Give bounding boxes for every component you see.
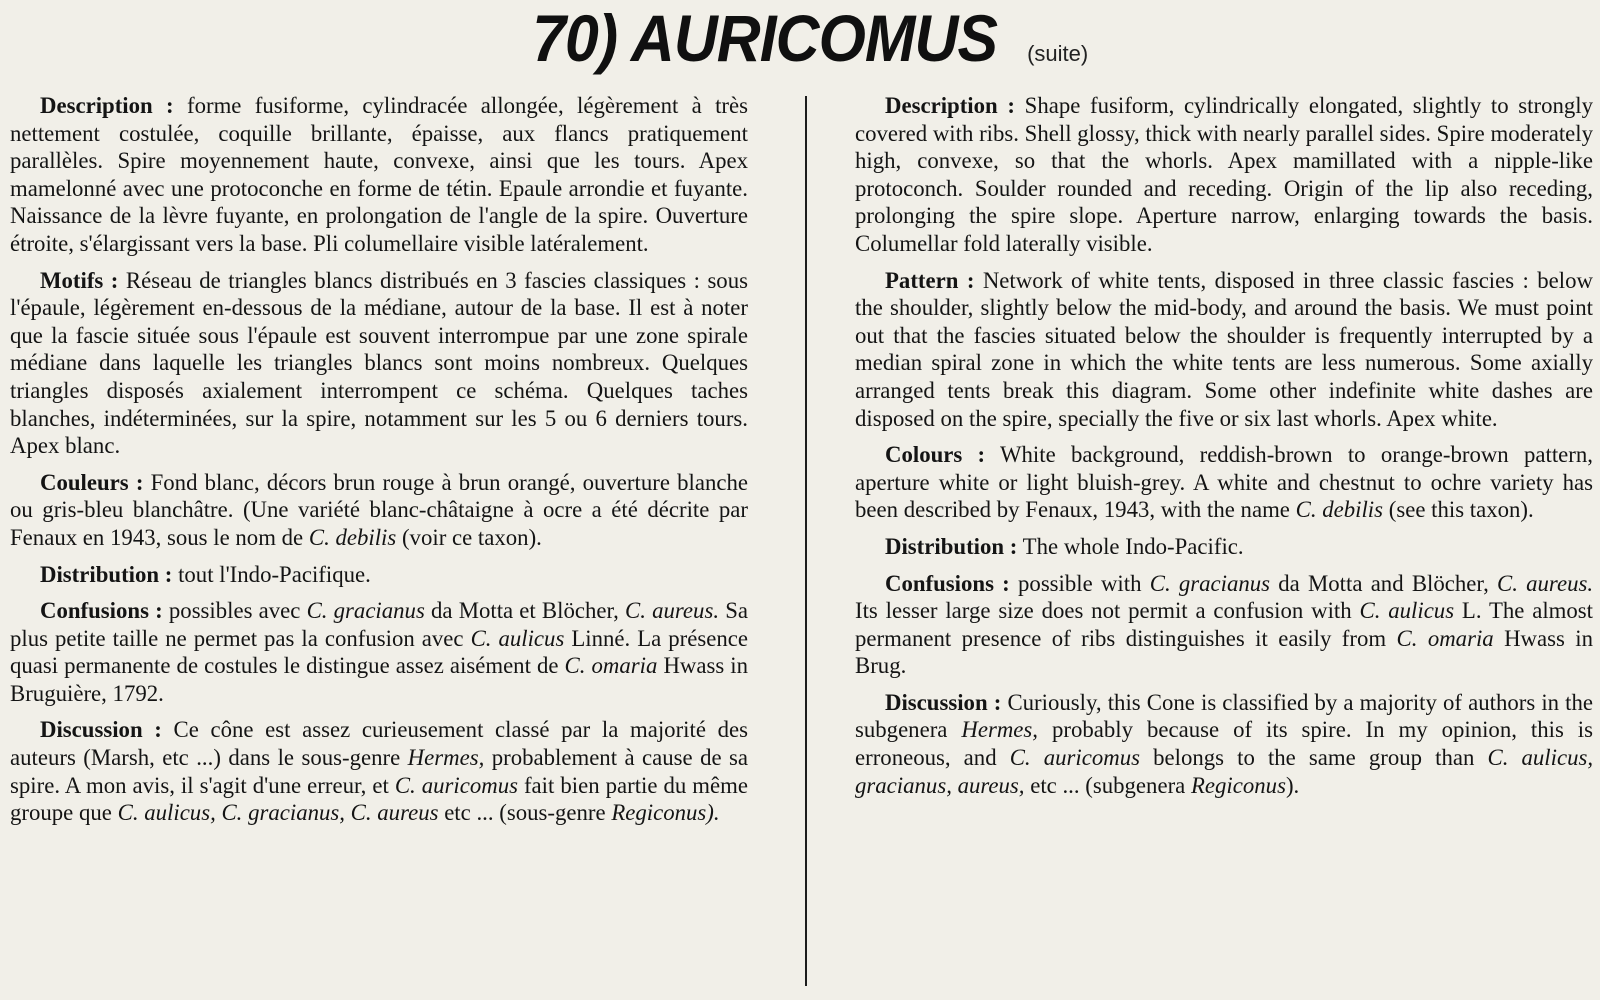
fr-couleurs-paragraph — [10, 469, 748, 552]
en-discussion-taxa-list: C. aulicus, gracianus, aureus, — [855, 745, 1594, 798]
fr-description-paragraph — [10, 92, 748, 258]
fr-couleurs-label: Couleurs : — [40, 469, 144, 495]
fr-confusions-text-3: Sa plus petite taille ne permet pas la confusion avec — [10, 598, 749, 651]
en-discussion-text: Curiously, this Cone is classified by a majority of authors in the subgenera — [855, 689, 1594, 743]
fr-confusions-text-2: da Motta et Blöcher, — [431, 598, 619, 624]
en-description-paragraph — [855, 92, 1593, 258]
fr-discussion-text-3: fait bien partie du même groupe que — [10, 772, 748, 826]
en-pattern-text: Network of white tents, disposed in three classic fascies : below the shoulder, slightly below the mid-body, and around the basis. We must point out that the fascies situated below the shoulder is frequently interrupted by a median spiral zone in which the white tents are less numerous. Some axially arranged tents break this diagram. Some other indefinite white dashes are disposed on the spire, specially the five or six last whorls. Apex white. — [855, 267, 1593, 431]
fr-confusions-text: possibles avec — [168, 598, 301, 624]
en-confusions-taxon-gracianus: C. gracianus — [1149, 570, 1271, 596]
en-confusions-paragraph — [855, 570, 1593, 680]
french-column — [10, 92, 748, 836]
en-confusions-taxon-omaria: C. omaria — [1396, 625, 1494, 651]
fr-confusions-paragraph — [10, 597, 748, 707]
en-distribution-text: The whole Indo-Pacific. — [1022, 533, 1244, 559]
en-discussion-subgenus-hermes: Hermes, — [961, 717, 1038, 743]
en-description-text: Shape fusiform, cylindrically elongated, slightly to strongly covered with ribs. Shell glossy, thick with nearly parallel sides. Spire moderately high, convexe, so that the whorls. Apex mamillated with a nipple-like protoconch. Soulder rounded and receding. Origin of the lip also receding, prolonging the spire slope. Aperture narrow, enlarging towards the basis. Columellar fold laterally visible. — [855, 93, 1594, 256]
page-title: 70) AURICOMUS — [532, 1, 997, 75]
en-colours-paragraph — [855, 441, 1593, 524]
fr-confusions-text-5: Hwass in Bruguière, 1792. — [10, 653, 749, 706]
en-confusions-taxon-aureus: C. aureus. — [1497, 570, 1594, 596]
en-description-label: Description : — [885, 93, 1015, 118]
fr-motifs-paragraph — [10, 267, 748, 460]
en-confusions-text-4: L. The almost permanent presence of ribs distinguishes it easily from — [855, 598, 1594, 651]
fr-description-text: forme fusiforme, cylindracée allongée, légèrement à très nettement costulée, coquille brillante, épaisse, aux flancs pratiquement parallèles. Spire moyennement haute, convexe, ainsi que les tours. Apex mamelonné avec une protoconche en forme de tétin. Epaule arrondie et fuyante. Naissance de la lèvre fuyante, en prolongation de l'angle de la spire. Ouverture étroite, s'élargissant vers la base. Pli columellaire visible latéralement. — [10, 93, 749, 256]
en-confusions-text-2: da Motta and Blöcher, — [1278, 570, 1489, 596]
fr-motifs-label: Motifs : — [40, 267, 119, 293]
en-colours-text-end: (see this taxon). — [1388, 497, 1534, 523]
en-discussion-taxon-auricomus: C. auricomus — [1009, 745, 1140, 771]
page-header — [0, 2, 1600, 74]
en-confusions-taxon-aulicus: C. aulicus — [1359, 598, 1455, 624]
en-distribution-paragraph — [855, 533, 1593, 561]
en-colours-label: Colours : — [885, 442, 986, 468]
fr-couleurs-taxon: C. debilis — [308, 524, 397, 550]
fr-confusions-text-4: Linné. La présence quasi permanente de costules le distingue assez aisément de — [10, 625, 748, 679]
fr-couleurs-text: Fond blanc, décors brun rouge à brun orangé, ouverture blanche ou gris-bleu blanchâtre. (Une variété blanc-châtaigne à ocre a été décrite par Fenaux en 1943, sous le nom de — [10, 469, 749, 550]
en-discussion-text-3: belongs to the same group than — [1153, 745, 1475, 771]
en-discussion-text-4: etc ... (subgenera — [1030, 772, 1186, 798]
en-confusions-text-5: Hwass in Brug. — [855, 625, 1594, 679]
en-discussion-label: Discussion : — [885, 689, 1002, 715]
en-confusions-text: possible with — [1018, 570, 1142, 596]
en-discussion-paragraph — [855, 689, 1593, 799]
column-divider — [805, 96, 807, 986]
en-discussion-text-2: probably because of its spire. In my opinion, this is erroneous, and — [855, 717, 1593, 771]
fr-confusions-taxon-aureus: C. aureus. — [625, 598, 720, 624]
en-discussion-subgenus-regiconus: Regiconus — [1190, 772, 1286, 798]
english-column — [855, 92, 1593, 808]
fr-description-label: Description : — [40, 93, 174, 118]
fr-discussion-text-2: probablement à cause de sa spire. A mon avis, il s'agit d'une erreur, et — [10, 745, 749, 798]
fr-confusions-taxon-gracianus: C. gracianus — [306, 598, 425, 624]
fr-discussion-subgenus-regiconus: Regiconus). — [611, 800, 720, 826]
title-suffix: (suite) — [1027, 41, 1089, 66]
en-pattern-label: Pattern : — [885, 267, 975, 293]
fr-discussion-text-4: etc ... (sous-genre — [444, 800, 606, 826]
fr-distribution-paragraph — [10, 561, 748, 589]
fr-discussion-label: Discussion : — [40, 717, 162, 743]
fr-discussion-taxa-list: C. aulicus, C. gracianus, C. aureus — [117, 800, 439, 826]
en-distribution-label: Distribution : — [885, 533, 1018, 559]
fr-distribution-text: tout l'Indo-Pacifique. — [178, 561, 371, 587]
fr-discussion-subgenus-hermes: Hermes, — [407, 745, 485, 771]
en-confusions-text-3: Its lesser large size does not permit a confusion with — [855, 598, 1352, 624]
fr-discussion-text: Ce cône est assez curieusement classé par la majorité des auteurs (Marsh, etc ...) dans le sous-genre — [10, 717, 748, 771]
fr-discussion-taxon-auricomus: C. auricomus — [394, 772, 518, 798]
fr-motifs-text: Réseau de triangles blancs distribués en 3 fascies classiques : sous l'épaule, légèrement en-dessous de la médiane, autour de la base. Il est à noter que la fascie située sous l'épaule est souvent interrompue par une zone spirale médiane dans laquelle les triangles blancs sont moins nombreux. Quelques triangles disposés axialement interrompent ce schéma. Quelques taches blanches, indéterminées, sur la spire, notamment sur les 5 ou 6 derniers tours. Apex blanc. — [10, 267, 748, 459]
fr-confusions-taxon-omaria: C. omaria — [564, 653, 658, 679]
en-confusions-label: Confusions : — [885, 570, 1010, 596]
en-pattern-paragraph — [855, 267, 1593, 433]
en-colours-taxon: C. debilis — [1295, 497, 1384, 523]
en-discussion-text-end: ). — [1285, 772, 1300, 798]
en-colours-text: White background, reddish-brown to orange-brown pattern, aperture white or light bluish-grey. A white and chestnut to ochre variety has been described by Fenaux, 1943, with the name — [855, 442, 1593, 523]
fr-confusions-label: Confusions : — [40, 598, 163, 624]
fr-distribution-label: Distribution : — [40, 561, 173, 587]
fr-discussion-paragraph — [10, 716, 748, 826]
fr-couleurs-text-end: (voir ce taxon). — [401, 524, 542, 550]
fr-confusions-taxon-aulicus: C. aulicus — [470, 625, 565, 651]
